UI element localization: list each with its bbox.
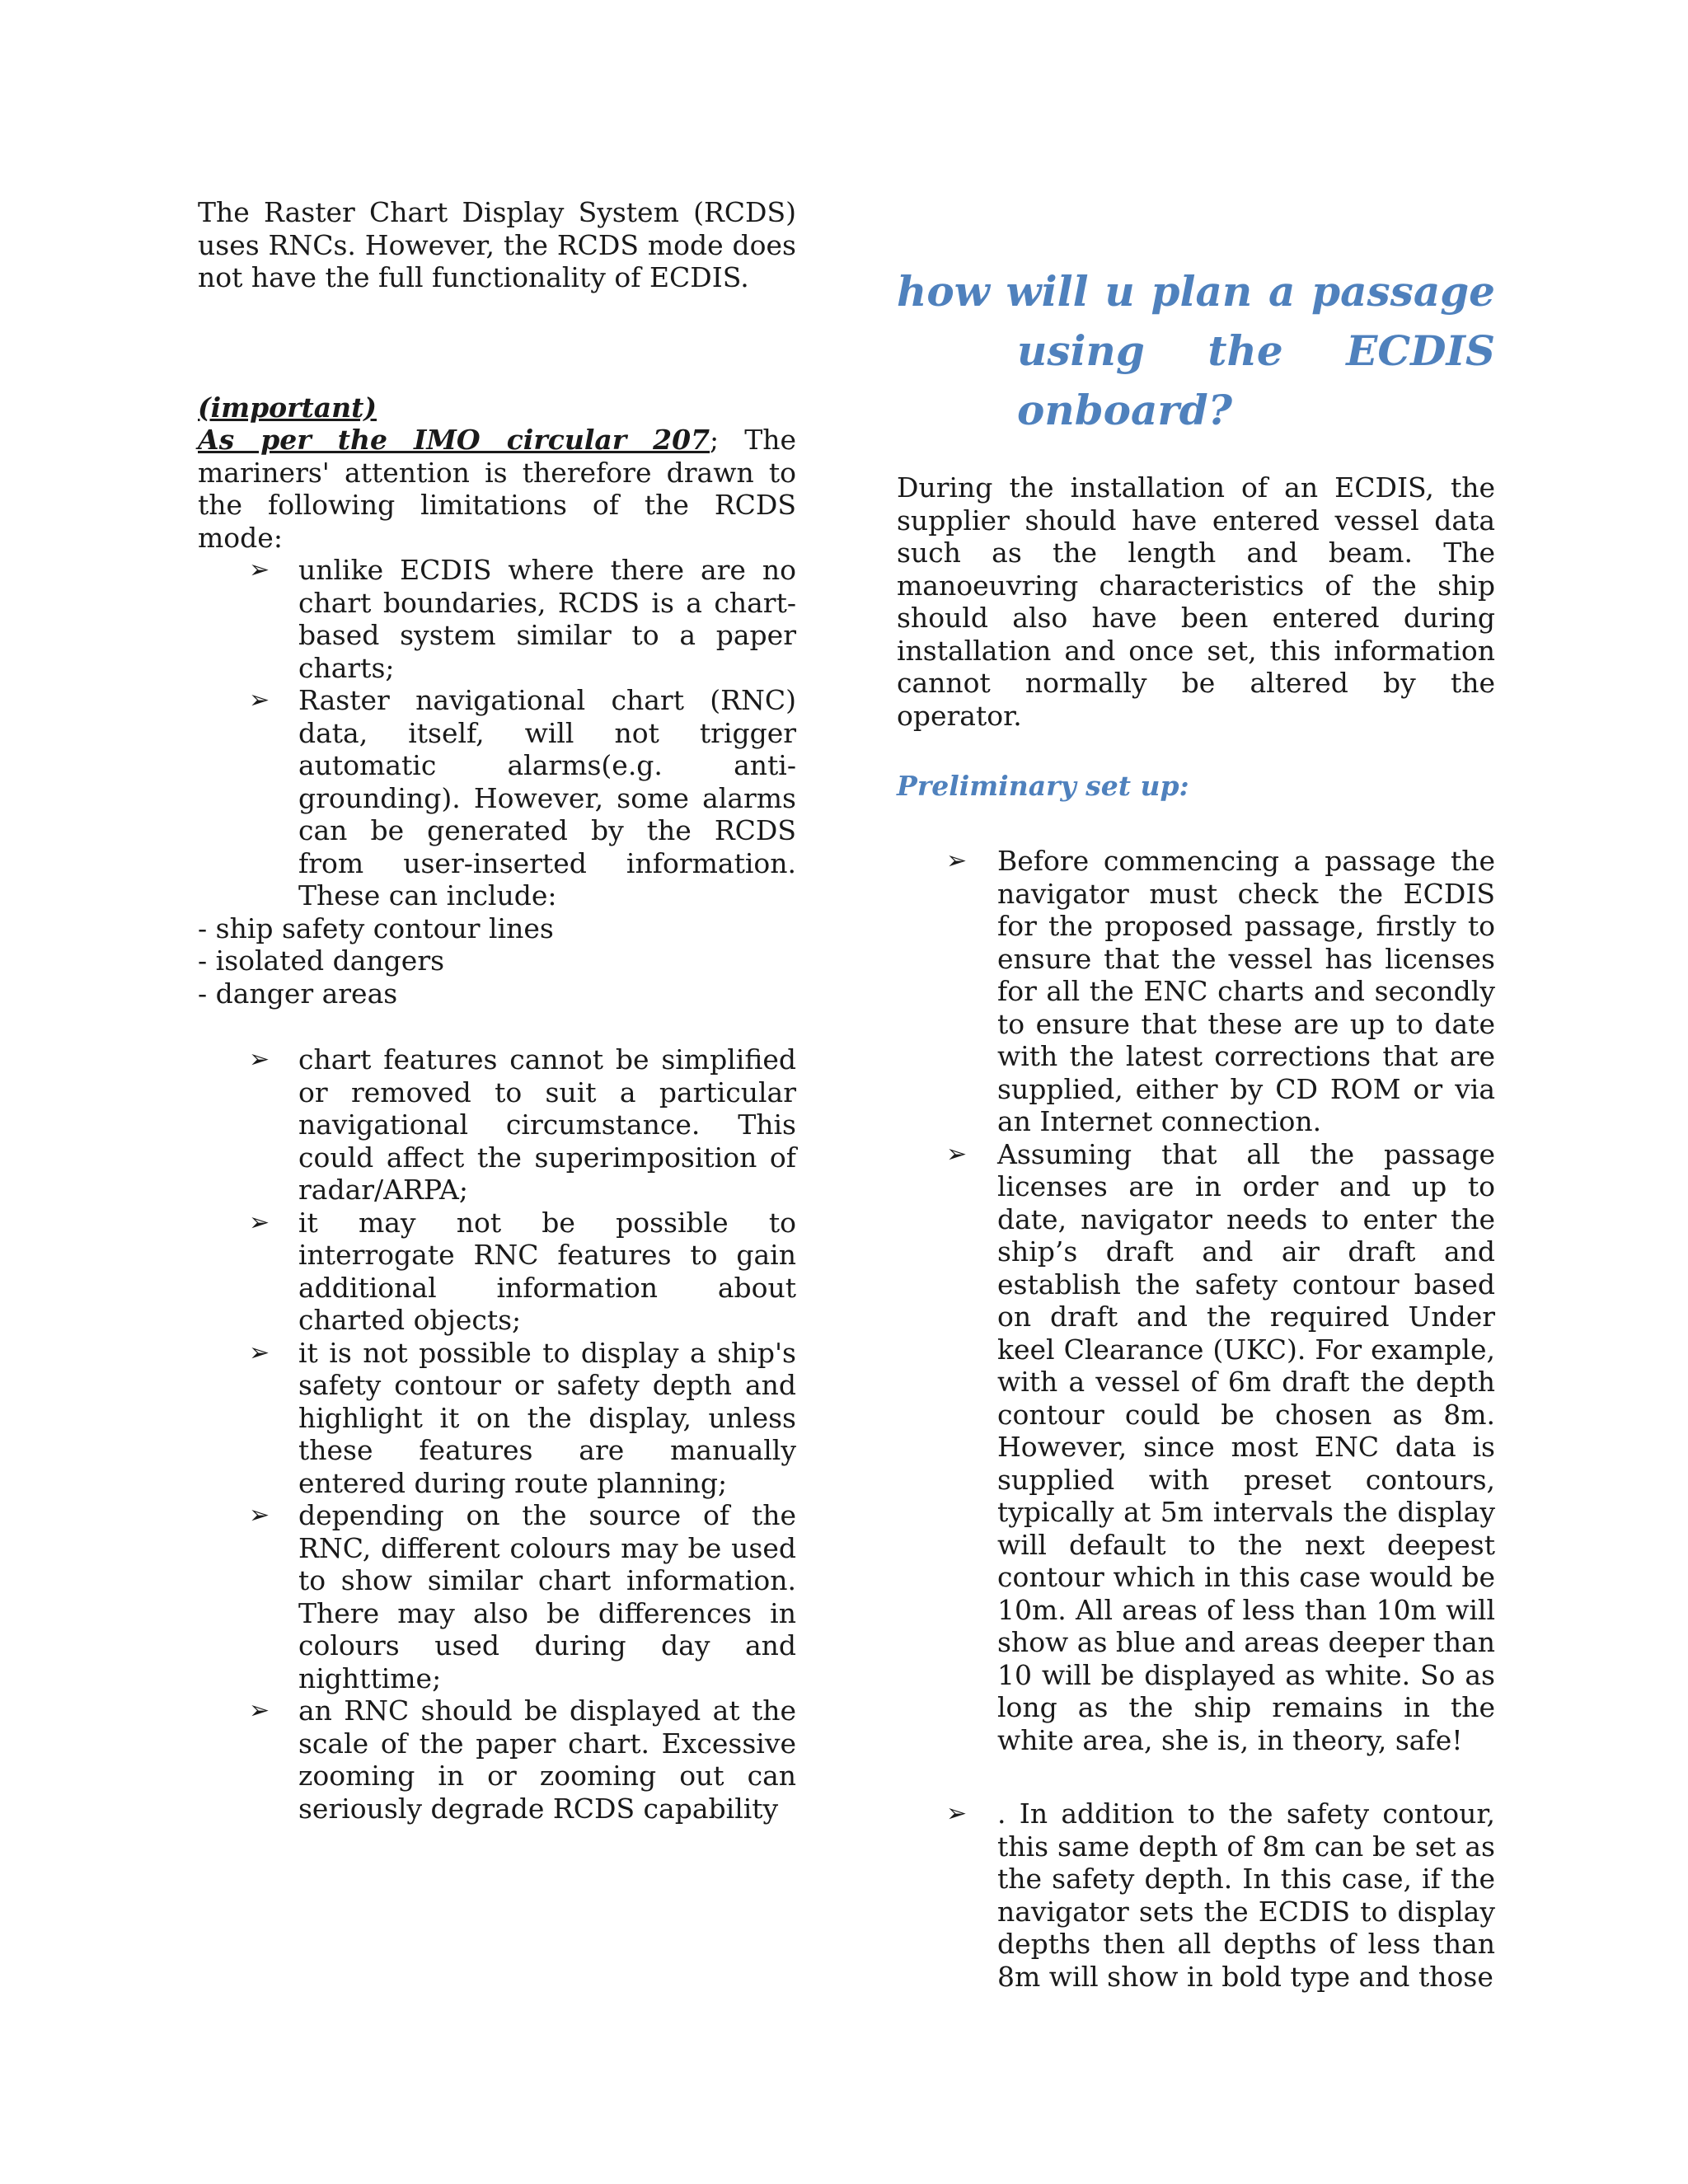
list-item: ➢ Before commencing a passage the navigator must check the ECDIS for the proposed passage, firstly to ensure that the vessel has licenses for all the ENC charts and secondly to ensure that these are up to date with the latest corrections that are supplied, either by CD ROM or via an Internet connection. <box>997 845 1495 1138</box>
list-item: ➢ it is not possible to display a ship's safety contour or safety depth and highlight it on the display, unless these features are manually entered during route planning; <box>298 1337 796 1500</box>
list-item: - danger areas <box>198 977 398 1010</box>
setup-steps-list <box>897 845 1495 1993</box>
circular-ref: As per the IMO circular 207 <box>198 424 710 456</box>
rcds-limitations-list-b <box>198 1043 796 1825</box>
circular-rest: ; The mariners' attention is therefore drawn to the following limitations of the RCDS mode: <box>198 424 796 554</box>
list-item: ➢ it may not be possible to interrogate RNC features to gain additional information about charted objects; <box>298 1207 796 1337</box>
left-column <box>198 196 796 1825</box>
list-item: ➢ Raster navigational chart (RNC) data, itself, will not trigger automatic alarms(e.g. anti-grounding). However, some alarms can be generated by the RCDS from user-inserted information. These can include: <box>298 684 796 912</box>
list-item: ➢ unlike ECDIS where there are no chart boundaries, RCDS is a chart-based system similar to a paper charts; <box>298 554 796 684</box>
alarm-sources-list <box>198 912 796 1010</box>
heading-line-2: using the ECDIS <box>1017 326 1495 375</box>
list-item: ➢ . In addition to the safety contour, this same depth of 8m can be set as the safety depth. In this case, if the navigator sets the ECDIS to display depths then all depths of less than 8m will show in bold type and those <box>997 1797 1495 1993</box>
list-item: ➢ Assuming that all the passage licenses are in order and up to date, navigator needs to enter the ship’s draft and air draft and establish the safety contour based on draft and the required Under keel Clearance (UKC). For example, with a vessel of 6m draft the depth contour could be chosen as 8m. However, since most ENC data is supplied with preset contours, typically at 5m intervals the display will default to the next deepest contour which in this case would be 10m. All areas of less than 10m will show as blue and areas deeper than 10 will be displayed as white. So as long as the ship remains in the white area, she is, in theory, safe! <box>997 1138 1495 1757</box>
circular-paragraph <box>198 424 796 554</box>
rcds-intro: The Raster Chart Display System (RCDS) uses RNCs. However, the RCDS mode does not have the full functionality of ECDIS. <box>198 196 796 293</box>
list-item: - isolated dangers <box>198 944 445 977</box>
list-item: ➢ depending on the source of the RNC, different colours may be used to show similar chart information. There may also be differences in colours used during day and nighttime; <box>298 1499 796 1694</box>
section-heading <box>897 262 1495 440</box>
list-item: ➢ an RNC should be displayed at the scale of the paper chart. Excessive zooming in or zooming out can seriously degrade RCDS capability <box>298 1694 796 1825</box>
important-label: (important) <box>198 391 377 424</box>
rcds-limitations-list-a <box>198 554 796 912</box>
ecdis-intro: During the installation of an ECDIS, the supplier should have entered vessel data such as the length and beam. The manoeuvring characteristics of the ship should also have been entered during installation and once set, this information cannot normally be altered by the operator. <box>897 471 1495 732</box>
right-column <box>897 262 1495 1993</box>
heading-line-1: how will u plan a passage <box>897 267 1495 316</box>
heading-line-3: onboard? <box>1017 386 1233 434</box>
preliminary-setup-heading: Preliminary set up: <box>897 770 1189 802</box>
list-item: - ship safety contour lines <box>198 912 554 944</box>
list-item: ➢ chart features cannot be simplified or removed to suit a particular navigational circumstance. This could affect the superimposition of radar/ARPA; <box>298 1043 796 1207</box>
